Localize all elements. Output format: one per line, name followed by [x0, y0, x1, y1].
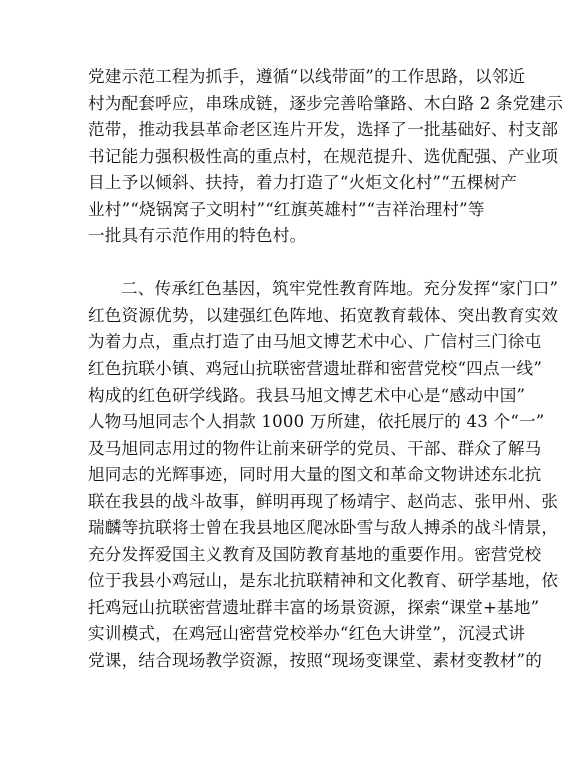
text-line: 人物马旭同志个人捐款 1000 万所建，依托展厅的 43 个“一” [88, 412, 545, 432]
blank-line [88, 250, 502, 277]
text-line: 红色抗联小镇、鸡冠山抗联密营遗址群和密营党校“四点一线” [88, 359, 543, 379]
text-line: 书记能力强积极性高的重点村，在规范提升、选优配强、产业项 [88, 146, 559, 166]
text-line: 实训模式，在鸡冠山密营党校举办“红色大讲堂”，沉浸式讲 [88, 624, 526, 644]
text-line: 业村”“烧锅窝子文明村”“红旗英雄村”“吉祥治理村”等 [88, 199, 485, 219]
body-text [88, 64, 564, 675]
text-line: 为着力点，重点打造了由马旭文博艺术中心、广信村三门徐屯 [88, 332, 542, 352]
text-line: 目上予以倾斜、扶持，着力打造了“火炬文化村”“五棵树产 [88, 173, 518, 193]
text-line: 范带，推动我县革命老区连片开发，选择了一批基础好、村支部 [88, 120, 559, 140]
text-line: 一批具有示范作用的特色村。 [88, 226, 307, 246]
text-line: 构成的红色研学线路。我县马旭文博艺术中心是“感动中国” [88, 385, 526, 405]
text-line: 党建示范工程为抓手，遵循“以线带面”的工作思路，以邻近 [88, 67, 526, 86]
text-line: 红色资源优势，以建强红色阵地、拓宽教育载体、突出教育实效 [88, 305, 559, 325]
text-line: 联在我县的战斗故事，鲜明再现了杨靖宇、赵尚志、张甲州、张 [88, 491, 559, 511]
section-heading-line: 二、传承红色基因，筑牢党性教育阵地。充分发挥“家门口” [121, 279, 559, 299]
text-line: 托鸡冠山抗联密营遗址群丰富的场景资源，探索“课堂+基地” [88, 597, 540, 617]
text-line: 瑞麟等抗联将士曾在我县地区爬冰卧雪与敌人搏杀的战斗情景， [88, 518, 559, 538]
text-line: 村为配套呼应，串珠成链，逐步完善哈肇路、木白路 2 条党建示 [88, 93, 564, 113]
text-line: 及马旭同志用过的物件让前来研学的党员、干部、群众了解马 [88, 438, 542, 458]
text-line: 充分发挥爱国主义教育及国防教育基地的重要作用。密营党校 [88, 544, 542, 564]
text-line: 党课，结合现场教学资源，按照“现场变课堂、素材变教材”的 [88, 651, 543, 671]
text-line: 位于我县小鸡冠山，是东北抗联精神和文化教育、研学基地，依 [88, 571, 559, 591]
text-line: 旭同志的光辉事迹，同时用大量的图文和革命文物讲述东北抗 [88, 465, 542, 485]
